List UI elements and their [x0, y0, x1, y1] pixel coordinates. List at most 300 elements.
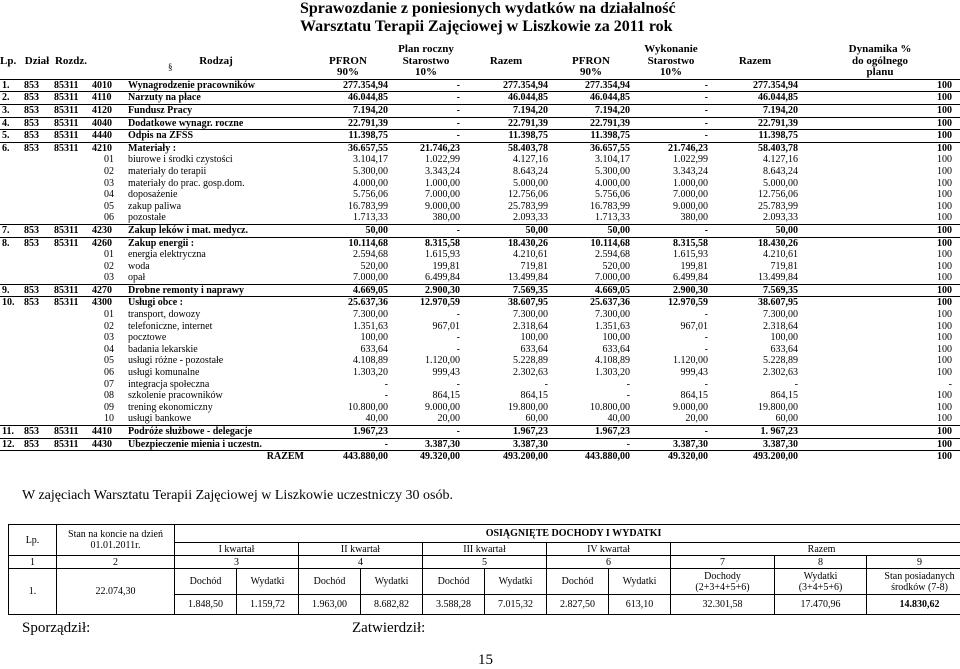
exec-razem: 2.318,64 — [710, 321, 800, 333]
expense-value: 7.015,32 — [485, 595, 547, 615]
row-lp — [0, 166, 22, 178]
execution-group-header: Wykonanie — [632, 44, 710, 56]
total-value: 493.200,00 — [710, 451, 800, 463]
lp-header: Lp. — [9, 525, 57, 556]
row-lp — [0, 402, 22, 414]
col-number: 3 — [175, 556, 299, 569]
plan-pfron: 4.108,89 — [306, 355, 390, 367]
exec-starostwo: - — [632, 309, 710, 321]
exec-razem: 7.569,35 — [710, 284, 800, 297]
col-number: 7 — [671, 556, 775, 569]
plan-razem: 4.127,16 — [462, 154, 550, 166]
expense-subrow — [0, 154, 960, 166]
expense-row — [0, 130, 960, 143]
expense-rows — [0, 79, 960, 450]
total-value: 100 — [800, 451, 960, 463]
total-value: 493.200,00 — [462, 451, 550, 463]
row-dynamics: 100 — [800, 261, 960, 273]
plan-starostwo: 864,15 — [390, 390, 462, 402]
exec-starostwo: 9.000,00 — [632, 201, 710, 213]
plan-pfron: 7.194,20 — [306, 104, 390, 117]
row-dzial: 853 — [22, 130, 52, 143]
row-rozdzial — [52, 178, 90, 190]
row-description: Odpis na ZFŚS — [126, 130, 306, 143]
plan-starostwo: 20,00 — [390, 413, 462, 425]
row-paragraph: 03 — [90, 332, 126, 344]
row-description: Fundusz Pracy — [126, 104, 306, 117]
page-number: 15 — [478, 652, 493, 669]
expense-row — [0, 284, 960, 297]
row-dynamics: 100 — [800, 189, 960, 201]
row-lp — [0, 154, 22, 166]
exec-razem: 7.194,20 — [710, 104, 800, 117]
exec-pfron: 40,00 — [550, 413, 632, 425]
expense-row — [0, 142, 960, 154]
exec-starostwo-header: Starostwo — [632, 56, 710, 68]
row-lp — [0, 355, 22, 367]
exec-starostwo: 380,00 — [632, 212, 710, 224]
header-row-2 — [0, 56, 960, 68]
report-title — [300, 0, 676, 36]
exec-razem: 100,00 — [710, 332, 800, 344]
row-description: telefoniczne, internet — [126, 321, 306, 333]
exec-pfron: 5.756,06 — [550, 189, 632, 201]
row-dynamics: 100 — [800, 237, 960, 249]
expense-subrow — [0, 402, 960, 414]
row-description: Usługi obce : — [126, 297, 306, 309]
row-description: badania lekarskie — [126, 344, 306, 356]
row-rozdzial: 85311 — [52, 224, 90, 237]
income-table — [8, 524, 960, 615]
plan-starostwo: - — [390, 104, 462, 117]
plan-starostwo: - — [390, 344, 462, 356]
exec-starostwo: - — [632, 104, 710, 117]
expense-row — [0, 438, 960, 451]
row-lp — [0, 390, 22, 402]
plan-starostwo: 9.000,00 — [390, 201, 462, 213]
exec-starostwo: 12.970,59 — [632, 297, 710, 309]
total-value: 49.320,00 — [632, 451, 710, 463]
row-rozdzial — [52, 379, 90, 391]
row-dynamics: 100 — [800, 284, 960, 297]
expense-subrow — [0, 261, 960, 273]
row-dzial: 853 — [22, 297, 52, 309]
exec-starostwo: 1.615,93 — [632, 249, 710, 261]
row-lp — [0, 332, 22, 344]
expense-subrow — [0, 189, 960, 201]
row-description: pozostałe — [126, 212, 306, 224]
exec-razem: 19.800,00 — [710, 402, 800, 414]
row-rozdzial — [52, 272, 90, 284]
row-dzial — [22, 178, 52, 190]
exec-pfron: 1.351,63 — [550, 321, 632, 333]
row-dzial: 853 — [22, 104, 52, 117]
rozdz-header: Rozdz. — [52, 56, 90, 68]
row-lp — [0, 249, 22, 261]
income-value: 3.588,28 — [423, 595, 485, 615]
plan-starostwo: 7.000,00 — [390, 189, 462, 201]
expense-subrow — [0, 344, 960, 356]
row-dynamics: 100 — [800, 367, 960, 379]
exec-razem: 5.000,00 — [710, 178, 800, 190]
row-rozdzial: 85311 — [52, 130, 90, 143]
plan-starostwo: 9.000,00 — [390, 402, 462, 414]
row-rozdzial: 85311 — [52, 92, 90, 105]
row-description: Ubezpieczenie mienia i uczestn. — [126, 438, 306, 451]
wydatki-header: Wydatki — [361, 569, 423, 595]
plan-starostwo: 3.387,30 — [390, 438, 462, 451]
plan-pfron: 11.398,75 — [306, 130, 390, 143]
total-income-value: 32.301,58 — [671, 595, 775, 615]
row-lp: 6. — [0, 142, 22, 154]
plan-starostwo: 2.900,30 — [390, 284, 462, 297]
row-paragraph: 08 — [90, 390, 126, 402]
exec-pfron: 22.791,39 — [550, 117, 632, 130]
row-description: Zakup energii : — [126, 237, 306, 249]
expense-subrow — [0, 367, 960, 379]
exec-starostwo: 1.120,00 — [632, 355, 710, 367]
row-description: Materiały : — [126, 142, 306, 154]
plan-pfron: 3.104,17 — [306, 154, 390, 166]
row-lp — [0, 379, 22, 391]
row-lp: 12. — [0, 438, 22, 451]
exec-starostwo: - — [632, 79, 710, 92]
row-lp — [0, 413, 22, 425]
plan-razem: 38.607,95 — [462, 297, 550, 309]
row-paragraph: 4120 — [90, 104, 126, 117]
row-rozdzial — [52, 261, 90, 273]
row-dzial — [22, 355, 52, 367]
row-rozdzial: 85311 — [52, 426, 90, 439]
plan-razem: 5.000,00 — [462, 178, 550, 190]
exec-starostwo: - — [632, 344, 710, 356]
exec-starostwo: 20,00 — [632, 413, 710, 425]
row-lp: 11. — [0, 426, 22, 439]
row-description: szkolenie pracowników — [126, 390, 306, 402]
exec-pfron: 1.713,33 — [550, 212, 632, 224]
row-dzial — [22, 189, 52, 201]
total-row — [0, 451, 960, 463]
exec-razem: 2.093,33 — [710, 212, 800, 224]
exec-pfron: 46.044,85 — [550, 92, 632, 105]
row-dynamics: 100 — [800, 438, 960, 451]
row-dynamics: - — [800, 379, 960, 391]
total-expense-value: 17.470,96 — [775, 595, 867, 615]
exec-pfron: 10.800,00 — [550, 402, 632, 414]
row-lp — [0, 344, 22, 356]
plan-razem: 7.194,20 — [462, 104, 550, 117]
income-value: 1.848,50 — [175, 595, 237, 615]
row-description: integracja społeczna — [126, 379, 306, 391]
row-paragraph: 02 — [90, 261, 126, 273]
plan-pfron-header: PFRON — [306, 56, 390, 68]
opening-balance: 22.074,30 — [57, 569, 175, 615]
plan-starostwo: 12.970,59 — [390, 297, 462, 309]
exec-starostwo: 1.022,99 — [632, 154, 710, 166]
plan-starostwo: - — [390, 332, 462, 344]
razem-header: Razem — [671, 543, 960, 556]
exec-starostwo: 6.499,84 — [632, 272, 710, 284]
row-lp — [0, 178, 22, 190]
row-rozdzial — [52, 309, 90, 321]
plan-razem: 3.387,30 — [462, 438, 550, 451]
row-description: Zakup leków i mat. medycz. — [126, 224, 306, 237]
row-lp: 4. — [0, 117, 22, 130]
expense-subrow — [0, 379, 960, 391]
row-description: Podróże służbowe - delegacje — [126, 426, 306, 439]
row-lp: 1. — [9, 569, 57, 615]
exec-razem: 8.643,24 — [710, 166, 800, 178]
exec-pfron: 16.783,99 — [550, 201, 632, 213]
row-dynamics: 100 — [800, 413, 960, 425]
exec-starostwo: - — [632, 130, 710, 143]
row-lp — [0, 367, 22, 379]
plan-razem: 4.210,61 — [462, 249, 550, 261]
total-label: RAZEM — [126, 451, 306, 463]
row-dynamics: 100 — [800, 154, 960, 166]
plan-pfron: 5.300,00 — [306, 166, 390, 178]
row-rozdzial: 85311 — [52, 297, 90, 309]
plan-pfron: - — [306, 379, 390, 391]
plan-pfron: 10.114,68 — [306, 237, 390, 249]
wydatki-header: Wydatki — [609, 569, 671, 595]
row-dynamics: 100 — [800, 201, 960, 213]
col-number: 2 — [57, 556, 175, 569]
plan-pfron: 100,00 — [306, 332, 390, 344]
total-expense-header: Wydatki (3+4+5+6) — [775, 569, 867, 595]
plan-razem: 719,81 — [462, 261, 550, 273]
row-rozdzial: 85311 — [52, 79, 90, 92]
plan-razem: 633,64 — [462, 344, 550, 356]
plan-razem: 22.791,39 — [462, 117, 550, 130]
row-rozdzial — [52, 402, 90, 414]
row-paragraph: 02 — [90, 321, 126, 333]
exec-razem-header: Razem — [710, 56, 800, 68]
row-rozdzial — [52, 212, 90, 224]
exec-starostwo: 999,43 — [632, 367, 710, 379]
row-dynamics: 100 — [800, 249, 960, 261]
row-dzial: 853 — [22, 426, 52, 439]
row-dzial — [22, 321, 52, 333]
row-description: Narzuty na płace — [126, 92, 306, 105]
row-paragraph: 4010 — [90, 79, 126, 92]
row-dynamics: 100 — [800, 130, 960, 143]
exec-starostwo: 864,15 — [632, 390, 710, 402]
row-lp — [0, 261, 22, 273]
col-number: 6 — [547, 556, 671, 569]
plan-razem: 60,00 — [462, 413, 550, 425]
exec-pfron: 4.108,89 — [550, 355, 632, 367]
plan-starostwo: 1.000,00 — [390, 178, 462, 190]
exec-razem: 50,00 — [710, 224, 800, 237]
col-number: 1 — [9, 556, 57, 569]
exec-starostwo: 7.000,00 — [632, 189, 710, 201]
row-dynamics: 100 — [800, 178, 960, 190]
row-description: usługi bankowe — [126, 413, 306, 425]
plan-pfron: 22.791,39 — [306, 117, 390, 130]
row-description: Drobne remonty i naprawy — [126, 284, 306, 297]
exec-starostwo: - — [632, 332, 710, 344]
exec-razem: 12.756,06 — [710, 189, 800, 201]
balance-header: Stan posiadanych środków (7-8) — [867, 569, 960, 595]
plan-pfron: 25.637,36 — [306, 297, 390, 309]
row-description: usługi różne - pozostałe — [126, 355, 306, 367]
exec-pfron: 7.194,20 — [550, 104, 632, 117]
plan-starostwo: 199,81 — [390, 261, 462, 273]
exec-razem: 864,15 — [710, 390, 800, 402]
row-paragraph: 4440 — [90, 130, 126, 143]
row-dynamics: 100 — [800, 355, 960, 367]
expense-value: 8.682,82 — [361, 595, 423, 615]
expense-row — [0, 79, 960, 92]
plan-starostwo: 8.315,58 — [390, 237, 462, 249]
plan-razem: 11.398,75 — [462, 130, 550, 143]
row-rozdzial — [52, 189, 90, 201]
lp-header: Lp. — [0, 56, 22, 68]
row-dzial — [22, 344, 52, 356]
exec-razem: 2.302,63 — [710, 367, 800, 379]
row-dzial: 853 — [22, 284, 52, 297]
exec-pfron: 36.657,55 — [550, 142, 632, 154]
exec-starostwo: - — [632, 379, 710, 391]
exec-starostwo: - — [632, 117, 710, 130]
row-rozdzial — [52, 367, 90, 379]
expense-subrow — [0, 272, 960, 284]
exec-pfron: 7.300,00 — [550, 309, 632, 321]
plan-starostwo-header: Starostwo — [390, 56, 462, 68]
plan-pfron: 277.354,94 — [306, 79, 390, 92]
row-lp: 5. — [0, 130, 22, 143]
plan-pfron: 5.756,06 — [306, 189, 390, 201]
row-rozdzial: 85311 — [52, 142, 90, 154]
approved-by-label: Zatwierdził: — [352, 620, 425, 637]
title-line-1: Sprawozdanie z poniesionych wydatków na działalność — [300, 0, 676, 18]
row-description: materiały do terapii — [126, 166, 306, 178]
exec-pfron: 50,00 — [550, 224, 632, 237]
plan-razem: 25.783,99 — [462, 201, 550, 213]
row-rozdzial: 85311 — [52, 438, 90, 451]
row-lp: 9. — [0, 284, 22, 297]
row-lp — [0, 272, 22, 284]
row-paragraph: 4260 — [90, 237, 126, 249]
plan-razem: 8.643,24 — [462, 166, 550, 178]
plan-pfron: 36.657,55 — [306, 142, 390, 154]
expense-subrow — [0, 413, 960, 425]
income-title: OSIĄGNIĘTE DOCHODY I WYDATKI — [175, 525, 960, 543]
participants-note: W zajęciach Warsztatu Terapii Zajęciowej w Liszkowie uczestniczy 30 osób. — [22, 488, 453, 504]
row-rozdzial — [52, 154, 90, 166]
row-paragraph: 05 — [90, 201, 126, 213]
expense-subrow — [0, 166, 960, 178]
total-income-header: Dochody (2+3+4+5+6) — [671, 569, 775, 595]
row-dynamics: 100 — [800, 142, 960, 154]
row-lp: 2. — [0, 92, 22, 105]
exec-razem: 277.354,94 — [710, 79, 800, 92]
row-dzial — [22, 212, 52, 224]
plan-pfron: 50,00 — [306, 224, 390, 237]
row-dzial — [22, 413, 52, 425]
row-lp — [0, 212, 22, 224]
exec-razem: 60,00 — [710, 413, 800, 425]
dochod-header: Dochód — [299, 569, 361, 595]
exec-starostwo: 3.343,24 — [632, 166, 710, 178]
exec-razem: 22.791,39 — [710, 117, 800, 130]
expense-row — [0, 104, 960, 117]
exec-razem: 38.607,95 — [710, 297, 800, 309]
row-dzial: 853 — [22, 117, 52, 130]
row-paragraph: 04 — [90, 344, 126, 356]
exec-razem: 5.228,89 — [710, 355, 800, 367]
exec-pfron: 5.300,00 — [550, 166, 632, 178]
row-paragraph: 4110 — [90, 92, 126, 105]
plan-pfron: 633,64 — [306, 344, 390, 356]
plan-pfron: 2.594,68 — [306, 249, 390, 261]
exec-pfron: 100,00 — [550, 332, 632, 344]
dochod-header: Dochód — [175, 569, 237, 595]
row-description: zakup paliwa — [126, 201, 306, 213]
row-description: energia elektryczna — [126, 249, 306, 261]
col-number: 8 — [775, 556, 867, 569]
expense-table — [0, 44, 960, 463]
plan-starostwo: - — [390, 130, 462, 143]
dynamics-header-2: do ogólnego — [800, 56, 960, 68]
row-rozdzial — [52, 249, 90, 261]
exec-pfron: 3.104,17 — [550, 154, 632, 166]
plan-starostwo: 967,01 — [390, 321, 462, 333]
exec-pfron: 11.398,75 — [550, 130, 632, 143]
expense-row — [0, 426, 960, 439]
expense-subrow — [0, 201, 960, 213]
plan-pfron: 40,00 — [306, 413, 390, 425]
plan-razem-header: Razem — [462, 56, 550, 68]
plan-starostwo: 1.022,99 — [390, 154, 462, 166]
dochod-header: Dochód — [423, 569, 485, 595]
plan-starostwo: - — [390, 117, 462, 130]
expense-subrow — [0, 390, 960, 402]
exec-razem: 46.044,85 — [710, 92, 800, 105]
exec-pfron: - — [550, 438, 632, 451]
row-paragraph: 02 — [90, 166, 126, 178]
expense-value: 1.159,72 — [237, 595, 299, 615]
expense-subrow — [0, 178, 960, 190]
plan-pfron: 4.000,00 — [306, 178, 390, 190]
plan-pfron: 520,00 — [306, 261, 390, 273]
exec-razem: 4.210,61 — [710, 249, 800, 261]
plan-starostwo: 380,00 — [390, 212, 462, 224]
exec-pfron: 25.637,36 — [550, 297, 632, 309]
expense-row — [0, 117, 960, 130]
row-dzial — [22, 261, 52, 273]
row-dzial — [22, 332, 52, 344]
row-dzial: 853 — [22, 237, 52, 249]
row-dynamics: 100 — [800, 309, 960, 321]
row-paragraph: 04 — [90, 189, 126, 201]
exec-razem: 25.783,99 — [710, 201, 800, 213]
row-dynamics: 100 — [800, 344, 960, 356]
exec-pfron-header: PFRON — [550, 56, 632, 68]
plan-razem: 7.569,35 — [462, 284, 550, 297]
row-paragraph: 07 — [90, 379, 126, 391]
exec-starostwo: 1.000,00 — [632, 178, 710, 190]
plan-razem: - — [462, 379, 550, 391]
plan-razem: 50,00 — [462, 224, 550, 237]
exec-razem: 3.387,30 — [710, 438, 800, 451]
expense-subrow — [0, 249, 960, 261]
plan-starostwo: 21.746,23 — [390, 142, 462, 154]
row-paragraph: 06 — [90, 367, 126, 379]
exec-pfron: 7.000,00 — [550, 272, 632, 284]
exec-pfron: 1.967,23 — [550, 426, 632, 439]
